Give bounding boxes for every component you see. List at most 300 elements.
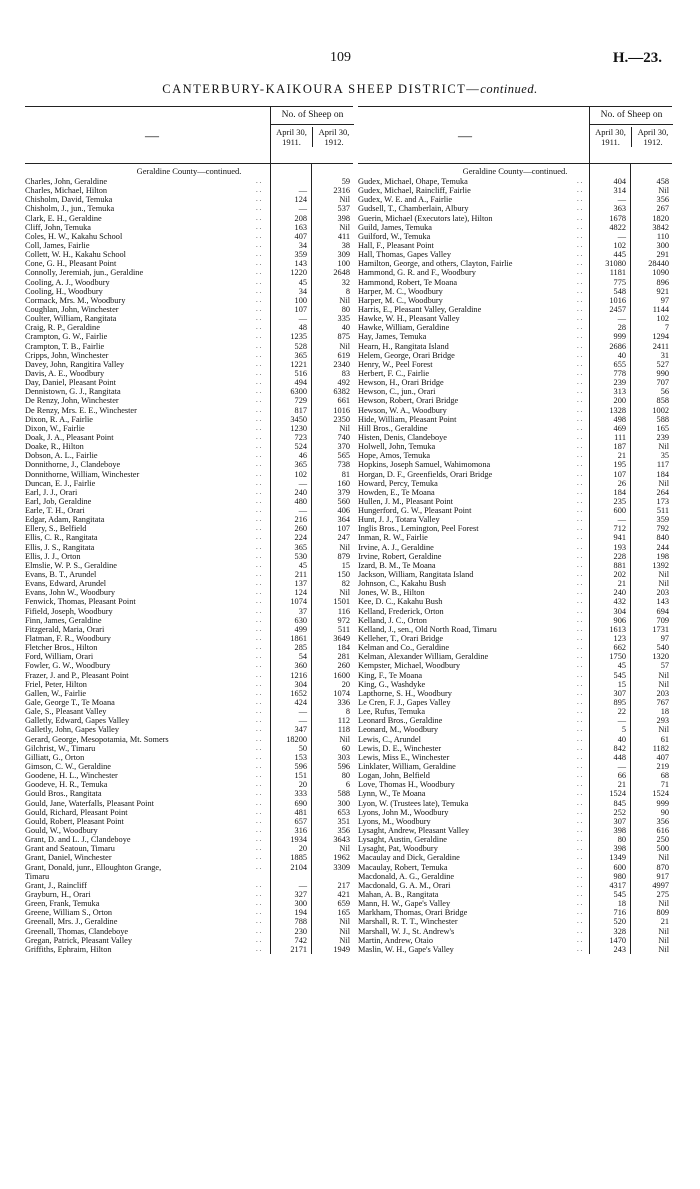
owner-name: Gudex, W. E. and A., Fairlie: [358, 195, 453, 205]
sheep-1911-cell: 31080: [605, 259, 626, 269]
owner-name: Mann, H. W., Gape's Valley: [358, 899, 451, 909]
table-row: Inglis Bros., Lemington, Peel Forest . . 712 792: [358, 524, 669, 534]
table-row: Kelland, J. C., Orton . . 906 709: [358, 615, 669, 625]
table-row: Hammond, Robert, Te Moana . . 775 896: [358, 277, 669, 287]
sheep-1912-cell: Nil: [658, 570, 669, 580]
sheep-1912-cell: 1962: [333, 853, 350, 863]
sheep-1911-cell: 999: [613, 332, 626, 342]
sheep-1912-cell: 921: [656, 286, 669, 296]
sheep-1911-cell: —: [298, 478, 307, 488]
sheep-1912-cell: Nil: [658, 725, 669, 735]
owner-name: Evans, B. T., Arundel: [25, 570, 97, 580]
sheep-1911-cell: 240: [613, 588, 626, 598]
owner-name: Gould Bros., Rangitata: [25, 789, 102, 799]
sheep-1912-cell: Nil: [658, 899, 669, 909]
sheep-1912-cell: 1016: [333, 405, 350, 415]
table-row: Elmslie, W. P. S., Geraldine . . 45 15: [25, 560, 350, 570]
sheep-1912-cell: 8: [345, 707, 350, 717]
sheep-1912-cell: 6: [345, 780, 350, 790]
table-row: Dixon, R. A., Fairlie . . 3450 2350: [25, 414, 350, 424]
sheep-1911-cell: 195: [613, 460, 626, 470]
table-row: Grant, Donald, junr., Elloughton Grange, . . 2104 3309: [25, 862, 350, 872]
sheep-1911-cell: 842: [613, 743, 626, 753]
table-row: Grant and Seatoun, Timaru . . 20 Nil: [25, 844, 350, 854]
owner-name: Lysaght, Andrew, Pleasant Valley: [358, 825, 470, 835]
owner-name: Galletly, John, Gapes Valley: [25, 725, 120, 735]
table-row: Irvine, A. J., Geraldine . . 193 244: [358, 542, 669, 552]
table-row: Grant, Daniel, Winchester . . 1885 1962: [25, 853, 350, 863]
sheep-1911-cell: —: [298, 314, 307, 324]
sheep-1911-cell: —: [298, 204, 307, 214]
sheep-1912-cell: 21: [660, 917, 669, 927]
owner-name: Kelland, Frederick, Orton: [358, 606, 444, 616]
owner-name: Kelman, Alexander William, Geraldine: [358, 652, 489, 662]
sheep-1911-cell: 216: [294, 515, 307, 525]
sheep-1911-cell: 328: [613, 926, 626, 936]
sheep-1911-cell: 18: [617, 899, 626, 909]
owner-name: Day, Daniel, Pleasant Point: [25, 378, 116, 388]
document-reference: H.—23.: [612, 50, 662, 66]
owner-name: Hewson, Robert, Orari Bridge: [358, 396, 459, 406]
sheep-1912-cell: 767: [656, 698, 669, 708]
sheep-1911-cell: 712: [613, 524, 626, 534]
table-row: Logan, John, Belfield . . 66 68: [358, 771, 669, 781]
sheep-1912-cell: Nil: [658, 944, 669, 954]
owner-name: Fletcher Bros., Hilton: [25, 643, 98, 653]
owner-name: Gould, W., Woodbury: [25, 825, 98, 835]
sheep-1911-cell: 881: [613, 560, 626, 570]
sheep-1912-cell: 291: [656, 250, 669, 260]
table-row: Hawke, W. H., Pleasant Valley . . — 102: [358, 314, 669, 324]
table-row: Marshall, R. T. T., Winchester . . 520 21: [358, 917, 669, 927]
sheep-1911-cell: 21: [617, 780, 626, 790]
table-row: Hunt, J. J., Totara Valley . . — 359: [358, 515, 669, 525]
sheep-1911-cell: 424: [294, 698, 307, 708]
sheep-1911-cell: 208: [294, 213, 307, 223]
header-dash: —: [458, 129, 472, 144]
sheep-1912-cell: Nil: [658, 926, 669, 936]
table-row: Hope, Amos, Temuka . . 21 35: [358, 451, 669, 461]
owner-name: Cormack, Mrs. M., Woodbury: [25, 295, 126, 305]
county-heading: Geraldine County—continued.: [136, 166, 242, 176]
sheep-1911-cell: 184: [613, 487, 626, 497]
sheep-1912-cell: 118: [337, 725, 350, 735]
table-row: Ellis, J. J., Orton . . 530 879: [25, 551, 350, 561]
owner-name: Grant, Donald, junr., Elloughton Grange,: [25, 862, 162, 872]
sheep-1912-cell: 275: [656, 889, 669, 899]
sheep-1912-cell: 35: [660, 451, 669, 461]
sheep-1911-cell: 316: [294, 825, 307, 835]
owner-name: Hide, William, Pleasant Point: [358, 414, 457, 424]
owner-name: Hammond, Robert, Te Moana: [358, 277, 458, 287]
owner-name: Gale, S., Pleasant Valley: [25, 707, 107, 717]
sheep-1912-cell: 300: [337, 798, 350, 808]
sheep-1912-cell: 370: [337, 442, 350, 452]
sheep-1912-cell: 244: [656, 542, 669, 552]
sheep-1912-cell: 458: [656, 177, 669, 186]
table-row: Herbert, F. C., Fairlie . . 778 990: [358, 368, 669, 378]
sheep-1911-cell: 224: [294, 533, 307, 543]
sheep-1912-cell: 59: [341, 177, 350, 186]
owner-name: Elmslie, W. P. S., Geraldine: [25, 560, 117, 570]
table-row: De Renzy, Mrs. E. E., Winchester . . 817 1016: [25, 405, 350, 415]
sheep-1912-cell: 82: [341, 579, 350, 589]
sheep-1911-cell: 404: [613, 177, 626, 186]
table-row: Grant, D. and L. J., Clandeboye . . 1934 3643: [25, 835, 350, 845]
sheep-1911-cell: 313: [613, 387, 626, 397]
table-row: Mahan, A. B., Rangitata . . 545 275: [358, 889, 669, 899]
sheep-1911-cell: 524: [294, 442, 307, 452]
sheep-1912-cell: 117: [656, 460, 669, 470]
sheep-1912-cell: 653: [337, 807, 350, 817]
table-row: Earl, Job, Geraldine . . 480 560: [25, 496, 350, 506]
sheep-1912-cell: 80: [341, 771, 350, 781]
sheep-1911-cell: 243: [613, 944, 626, 954]
table-row: Evans, Edward, Arundel . . 137 82: [25, 579, 350, 589]
sheep-1911-cell: 528: [294, 341, 307, 351]
table-row: Hamilton, George, and others, Clayton, Fairlie . . 31080 28440: [358, 259, 669, 269]
owner-name: Goodeve, H. R., Temuka: [25, 780, 108, 790]
owner-name: Irvine, A. J., Geraldine: [358, 542, 434, 552]
owner-name: Mahan, A. B., Rangitata: [358, 889, 439, 899]
sheep-1912-cell: 1820: [652, 213, 669, 223]
table-row: Inman, R. W., Fairlie . . 941 840: [358, 533, 669, 543]
table-row: Flatman, F. R., Woodbury . . 1861 3649: [25, 634, 350, 644]
sheep-1912-cell: 659: [337, 899, 350, 909]
sheep-1911-cell: 45: [298, 560, 307, 570]
sheep-1912-cell: 707: [656, 378, 669, 388]
owner-name: Marshall, R. T. T., Winchester: [358, 917, 458, 927]
sheep-1911-cell: 4317: [609, 880, 626, 890]
sheep-1911-cell: 630: [294, 615, 307, 625]
owner-name: Howard, Percy, Temuka: [358, 478, 438, 488]
sheep-1911-cell: 980: [613, 871, 626, 881]
table-row: Gerard, George, Mesopotamia, Mt. Somers . . 18200 Nil: [25, 734, 350, 744]
table-row: Ellis, C. R., Rangitata . . 224 247: [25, 533, 350, 543]
sheep-1912-cell: 875: [337, 332, 350, 342]
sheep-1912-cell: 2411: [652, 341, 669, 351]
table-row: Hullen, J. M., Pleasant Point . . 235 173: [358, 496, 669, 506]
sheep-1912-cell: Nil: [339, 588, 350, 598]
owner-name: Ellery, S., Belfield: [25, 524, 87, 534]
table-row: Doak, J. A., Pleasant Point . . 723 740: [25, 432, 350, 442]
sheep-1912-cell: 351: [337, 816, 350, 826]
sheep-1911-cell: 20: [298, 844, 307, 854]
sheep-1912-cell: Nil: [339, 734, 350, 744]
table-header: [25, 106, 353, 164]
table-row: Histen, Denis, Clandeboye . . 111 239: [358, 432, 669, 442]
sheep-1912-cell: 293: [656, 716, 669, 726]
owner-name: Harper, M. C., Woodbury: [358, 286, 443, 296]
table-row: Hay, James, Temuka . . 999 1294: [358, 332, 669, 342]
owner-name: Kempster, Michael, Woodbury: [358, 661, 461, 671]
sheep-1911-cell: 314: [613, 186, 626, 196]
table-row: Grayburn, H., Orari . . 327 421: [25, 889, 350, 899]
sheep-1912-cell: 40: [341, 323, 350, 333]
sheep-1912-cell: 247: [337, 533, 350, 543]
column-header-1911: April 30, 1911.: [595, 127, 626, 147]
sheep-1911-cell: 102: [294, 469, 307, 479]
sheep-1911-cell: 941: [613, 533, 626, 543]
sheep-1911-cell: 1613: [609, 624, 626, 634]
sheep-1911-cell: 530: [294, 551, 307, 561]
table-row: Lyons, M., Woodbury . . 307 356: [358, 816, 669, 826]
sheep-1912-cell: 300: [656, 240, 669, 250]
sheep-1912-cell: 116: [337, 606, 350, 616]
table-row: Cone, G. H., Pleasant Point . . 143 100: [25, 259, 350, 269]
sheep-1912-cell: 1074: [333, 688, 350, 698]
sheep-1911-cell: 102: [613, 240, 626, 250]
owner-name: Lapthorne, S. H., Woodbury: [358, 688, 452, 698]
sheep-1912-cell: Nil: [339, 341, 350, 351]
sheep-1912-cell: 31: [660, 350, 669, 360]
owner-name: Charles, Michael, Hilton: [25, 186, 108, 196]
sheep-1911-cell: —: [617, 515, 626, 525]
sheep-1911-cell: 1181: [609, 268, 626, 278]
sheep-1912-cell: 107: [337, 524, 350, 534]
owner-name: Lyons, M., Woodbury: [358, 816, 431, 826]
sheep-1912-cell: Nil: [658, 853, 669, 863]
owner-name: Histen, Denis, Clandeboye: [358, 432, 447, 442]
sheep-count-label: No. of Sheep on: [271, 110, 354, 125]
owner-name: Earl, Job, Geraldine: [25, 496, 92, 506]
table-row: Day, Daniel, Pleasant Point . . 494 492: [25, 378, 350, 388]
table-row: Harper, M. C., Woodbury . . 548 921: [358, 286, 669, 296]
table-row: Kelman and Co., Geraldine . . 662 540: [358, 643, 669, 653]
owner-name: Hewson, W. A., Woodbury: [358, 405, 447, 415]
sheep-1912-cell: 356: [337, 825, 350, 835]
owner-name: Guilford, W., Temuka: [358, 231, 431, 241]
owner-name: Herbert, F. C., Fairlie: [358, 368, 429, 378]
table-row: Linklater, William, Geraldine . . — 219: [358, 762, 669, 771]
sheep-1912-cell: 165: [656, 423, 669, 433]
owner-name: Greenall, Mrs. J., Geraldine: [25, 917, 118, 927]
owner-name: Gudex, Michael, Raincliff, Fairlie: [358, 186, 471, 196]
sheep-1911-cell: 1750: [609, 652, 626, 662]
sheep-1911-cell: 1221: [290, 359, 307, 369]
table-row: Dobson, A. L., Fairlie . . 46 565: [25, 451, 350, 461]
table-row: Lysaght, Austin, Geraldine . . 80 250: [358, 835, 669, 845]
table-row: De Renzy, John, Winchester . . 729 661: [25, 396, 350, 406]
owner-name: Helem, George, Orari Bridge: [358, 350, 455, 360]
sheep-1911-cell: 1885: [290, 853, 307, 863]
table-row: Lee, Rufus, Temuka . . 22 18: [358, 707, 669, 717]
sheep-1912-cell: 32: [341, 277, 350, 287]
owner-name: Maslin, W. H., Gape's Valley: [358, 944, 454, 954]
sheep-1912-cell: Nil: [339, 295, 350, 305]
owner-name: Fitzgerald, Maria, Orari: [25, 624, 105, 634]
owner-name: Collett, W. H., Kakahu School: [25, 250, 126, 260]
owner-name: Holwell, John, Temuka: [358, 442, 436, 452]
sheep-1912-cell: 596: [337, 762, 350, 771]
sheep-1911-cell: 240: [294, 487, 307, 497]
table-row: Gudex, Michael, Ohape, Temuka . . 404 458: [358, 177, 669, 186]
table-row: Gudex, Michael, Raincliff, Fairlie . . 314 Nil: [358, 186, 669, 196]
table-row: Hewson, Robert, Orari Bridge . . 200 858: [358, 396, 669, 406]
table-row: Evans, John W., Woodbury . . 124 Nil: [25, 588, 350, 598]
sheep-1912-cell: 1949: [333, 944, 350, 954]
sheep-1911-cell: 1230: [290, 423, 307, 433]
sheep-1912-cell: 588: [337, 789, 350, 799]
table-row: Dixon, W., Fairlie . . 1230 Nil: [25, 423, 350, 433]
table-row: Hammond, G. R. and F., Woodbury . . 1181 1090: [358, 268, 669, 278]
sheep-1911-cell: 211: [294, 570, 307, 580]
sheep-1912-cell: 219: [656, 762, 669, 771]
column-header-1911: April 30, 1911.: [276, 127, 307, 147]
owner-name: Macaulay, Robert, Temuka: [358, 862, 448, 872]
sheep-1912-cell: 709: [656, 615, 669, 625]
sheep-1912-cell: 203: [656, 688, 669, 698]
sheep-1912-cell: 356: [656, 816, 669, 826]
sheep-1911-cell: 1349: [609, 853, 626, 863]
owner-name: Love, Thomas H., Woodbury: [358, 780, 455, 790]
sheep-1911-cell: 230: [294, 926, 307, 936]
sheep-1912-cell: 68: [660, 771, 669, 781]
owner-name: Davey, John, Rangitira Valley: [25, 359, 125, 369]
table-row: Craig, R. P., Geraldine . . 48 40: [25, 323, 350, 333]
table-row: Horgan, D. F., Greenfields, Orari Bridge . . 107 184: [358, 469, 669, 479]
sheep-1912-cell: 1524: [652, 789, 669, 799]
table-row: Ford, William, Orari . . 54 281: [25, 652, 350, 662]
sheep-1911-cell: 193: [613, 542, 626, 552]
owner-name: Evans, John W., Woodbury: [25, 588, 115, 598]
table-row: Markham, Thomas, Orari Bridge . . 716 809: [358, 908, 669, 918]
owner-name: Hall, F., Pleasant Point: [358, 240, 434, 250]
sheep-1912-cell: 57: [660, 661, 669, 671]
sheep-1911-cell: 21: [617, 579, 626, 589]
table-row: Earle, T. H., Orari . . — 406: [25, 506, 350, 516]
owner-name: Lewis, D. E., Winchester: [358, 743, 442, 753]
owner-name: Inglis Bros., Lemington, Peel Forest: [358, 524, 479, 534]
sheep-1911-cell: 100: [294, 295, 307, 305]
sheep-1911-cell: 143: [294, 259, 307, 269]
sheep-1911-cell: 137: [294, 579, 307, 589]
sheep-1911-cell: 1074: [290, 597, 307, 607]
table-row: Crampton, T. B., Fairlie . . 528 Nil: [25, 341, 350, 351]
owner-name: Harper, M. C., Woodbury: [358, 295, 443, 305]
table-row: Gould Bros., Rangitata . . 333 588: [25, 789, 350, 799]
sheep-1912-cell: 356: [656, 195, 669, 205]
sheep-1912-cell: 239: [656, 432, 669, 442]
sheep-1911-cell: 817: [294, 405, 307, 415]
sheep-1911-cell: 600: [613, 862, 626, 872]
sheep-1911-cell: 657: [294, 816, 307, 826]
sheep-1911-cell: 499: [294, 624, 307, 634]
table-row: Dennistown, G. J., Rangitata . . 6300 6382: [25, 387, 350, 397]
sheep-1912-cell: 870: [656, 862, 669, 872]
owner-name: Hunt, J. J., Totara Valley: [358, 515, 440, 525]
owner-name: Goodene, H. L., Winchester: [25, 771, 118, 781]
sheep-1912-cell: 309: [337, 250, 350, 260]
owner-name: Lysaght, Austin, Geraldine: [358, 835, 447, 845]
sheep-1912-cell: 102: [656, 314, 669, 324]
sheep-1911-cell: 28: [617, 323, 626, 333]
owner-name: Kee, D. C., Kakahu Bush: [358, 597, 443, 607]
sheep-1911-cell: —: [617, 195, 626, 205]
sheep-1912-cell: 809: [656, 908, 669, 918]
sheep-1911-cell: 480: [294, 496, 307, 506]
table-row: Martin, Andrew, Otaio . . 1470 Nil: [358, 935, 669, 945]
sheep-1912-cell: 1600: [333, 670, 350, 680]
sheep-1911-cell: 304: [613, 606, 626, 616]
owner-name: Linklater, William, Geraldine: [358, 762, 456, 771]
sheep-1911-cell: 37: [298, 606, 307, 616]
owner-name: Leonard Bros., Geraldine: [358, 716, 443, 726]
owner-name: Ford, William, Orari: [25, 652, 94, 662]
owner-name: Dixon, R. A., Fairlie: [25, 414, 93, 424]
sheep-1911-cell: 895: [613, 698, 626, 708]
table-row: Marshall, W. J., St. Andrew's . . 328 Nil: [358, 926, 669, 936]
sheep-1912-cell: 110: [656, 231, 669, 241]
sheep-1912-cell: 7: [664, 323, 669, 333]
owner-name: Gerard, George, Mesopotamia, Mt. Somers: [25, 734, 169, 744]
sheep-1912-cell: 198: [656, 551, 669, 561]
owner-name: Cripps, John, Winchester: [25, 350, 109, 360]
sheep-1912-cell: Nil: [658, 579, 669, 589]
owner-name: Greene, William S., Orton: [25, 908, 113, 918]
sheep-1911-cell: 2457: [609, 304, 626, 314]
sheep-1911-cell: 333: [294, 789, 307, 799]
owner-name: Lyon, W. (Trustees late), Temuka: [358, 798, 469, 808]
owner-name: Hay, James, Temuka: [358, 332, 427, 342]
table-row: Crampton, G. W., Fairlie . . 1235 875: [25, 332, 350, 342]
sheep-1912-cell: Nil: [339, 917, 350, 927]
table-row: Gilliatt, G., Orton . . 153 303: [25, 752, 350, 762]
owner-name: Doak, J. A., Pleasant Point: [25, 432, 114, 442]
owner-name: Gale, George T., Te Moana: [25, 698, 115, 708]
owner-name: Cone, G. H., Pleasant Point: [25, 259, 117, 269]
table-row: Grant, J., Raincliff . . — 217: [25, 880, 350, 890]
sheep-1912-cell: 2340: [333, 359, 350, 369]
sheep-1912-cell: 1501: [333, 597, 350, 607]
sheep-1912-cell: 411: [337, 231, 350, 241]
table-row: Guilford, W., Temuka . . — 110: [358, 231, 669, 241]
left-table: [25, 106, 353, 954]
sheep-1911-cell: 1861: [290, 634, 307, 644]
sheep-1911-cell: 123: [613, 634, 626, 644]
sheep-1911-cell: 80: [617, 835, 626, 845]
table-row: King, F., Te Moana . . 545 Nil: [358, 670, 669, 680]
owner-name: Earl, J. J., Orari: [25, 487, 78, 497]
table-row: Macdonald, A. G., Geraldine . . 980 917: [358, 871, 669, 881]
owner-name: Izard, B. M., Te Moana: [358, 560, 436, 570]
owner-name: Grant, Daniel, Winchester: [25, 853, 112, 863]
table-row: Connolly, Jeremiah, jun., Geraldine . . 1220 2648: [25, 268, 350, 278]
sheep-1911-cell: 202: [613, 570, 626, 580]
sheep-1912-cell: 359: [656, 515, 669, 525]
table-row: Fitzgerald, Maria, Orari . . 499 511: [25, 624, 350, 634]
sheep-1912-cell: 2648: [333, 268, 350, 278]
sheep-1912-cell: 3309: [333, 862, 350, 872]
sheep-1912-cell: 896: [656, 277, 669, 287]
sheep-1911-cell: 365: [294, 542, 307, 552]
table-row: Maslin, W. H., Gape's Valley . . 243 Nil: [358, 944, 669, 954]
sheep-1912-cell: 184: [656, 469, 669, 479]
table-row: Ellery, S., Belfield . . 260 107: [25, 524, 350, 534]
table-row: Guerin, Michael (Executors late), Hilton . . 1678 1820: [358, 213, 669, 223]
owner-name: Greenall, Thomas, Clandeboye: [25, 926, 129, 936]
table-row: Galletly, Edward, Gapes Valley . . — 112: [25, 716, 350, 726]
owner-name: Gilliatt, G., Orton: [25, 752, 85, 762]
sheep-1912-cell: Nil: [339, 935, 350, 945]
sheep-1911-cell: 235: [613, 496, 626, 506]
sheep-1912-cell: 565: [337, 451, 350, 461]
owner-name: Gallen, W., Fairlie: [25, 688, 87, 698]
owner-name: Horgan, D. F., Greenfields, Orari Bridge: [358, 469, 493, 479]
sheep-1911-cell: 360: [294, 661, 307, 671]
sheep-1912-cell: 2316: [333, 186, 350, 196]
table-row: Lapthorne, S. H., Woodbury . . 307 203: [358, 688, 669, 698]
